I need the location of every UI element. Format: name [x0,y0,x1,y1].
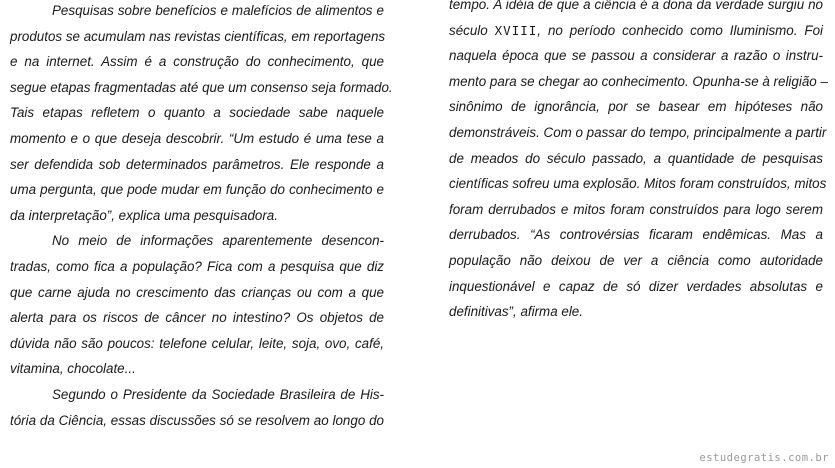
paragraph-1-line: momento e o que deseja descobrir. “Um estudo é uma tese a [10,130,384,146]
paragraph-1-line: da interpretação”, explica uma pesquisadora. [10,207,278,223]
paragraph-3-line: tempo. A idéia de que a ciência é a dona da verdade surgiu no [449,0,823,12]
paragraph-2-line: que carne ajuda no crescimento das crianças ou com a que [10,284,384,300]
paragraph-1-line: segue etapas fragmentadas até que um consenso seja formado. [10,79,393,95]
paragraph-2-line: No meio de informações aparentemente desencon- [52,233,384,249]
paragraph-1-line: produtos se acumulam nas revistas científicas, em reportagens [10,28,386,44]
paragraph-3-line: demonstráveis. Com o passar do tempo, principalmente a partir [449,124,827,140]
roman-numeral: XVIII [494,22,538,38]
paragraph-3-line: inquestionável e capaz de só dizer verdades absolutas e [449,278,823,294]
paragraph-3-line: definitivas”, afirma ele. [449,304,583,320]
paragraph-3-line: naquela época que se passou a considerar a razão o instru- [449,48,823,64]
paragraph-3-line: Segundo o Presidente da Sociedade Brasileira de His- [52,386,384,402]
paragraph-1-line: e na internet. Assim é a construção do conhecimento, que [10,54,384,70]
paragraph-1-line: uma pergunta, que pode mudar em função do conhecimento e [10,182,384,198]
paragraph-1-line: Pesquisas sobre benefícios e malefícios de alimentos e [52,3,384,18]
paragraph-1-line: Tais etapas refletem o quanto a sociedade sabe naquele [10,105,384,121]
right-text-column [449,0,828,325]
paragraph-3-line: científicas sofreu uma explosão. Mitos foram construídos, mitos [449,176,827,192]
paragraph-3-line: população não deixou de ver a ciência como autoridade [449,252,823,268]
paragraph-2-line: alerta para os riscos de câncer no intestino? Os objetos de [10,310,384,326]
paragraph-3-line: tória da Ciência, essas discussões só se resolvem ao longo do [10,412,384,428]
paragraph-3-line: sinônimo de ignorância, por se basear em hipóteses não [449,99,823,115]
paragraph-3-line: foram derrubados e mitos foram construídos para logo serem [449,201,823,217]
paragraph-3-line: derrubados. “As controvérsias ficaram endêmicas. Mas a [449,227,823,243]
text-segment: século [449,22,488,38]
paragraph-2-line: vitamina, chocolate... [10,361,136,377]
paragraph-2-line: dúvida não são poucos: telefone celular, leite, soja, ovo, café, [10,335,384,351]
paragraph-1-line: ser defendida sob determinados parâmetros. Ele responde a [10,156,384,172]
paragraph-3-line [449,18,823,44]
paragraph-2-line: tradas, como fica a população? Fica com a pesquisa que diz [10,258,384,274]
watermark: estudegratis.com.br [699,452,829,464]
paragraph-3-line: de meados do século passado, a quantidade de pesquisas [449,150,823,166]
text-segment: , no período conhecido como Iluminismo. Foi [537,22,823,38]
paragraph-3-line: mento para se chegar ao conhecimento. Opunha-se à religião – [449,73,828,89]
left-text-column [10,0,393,430]
